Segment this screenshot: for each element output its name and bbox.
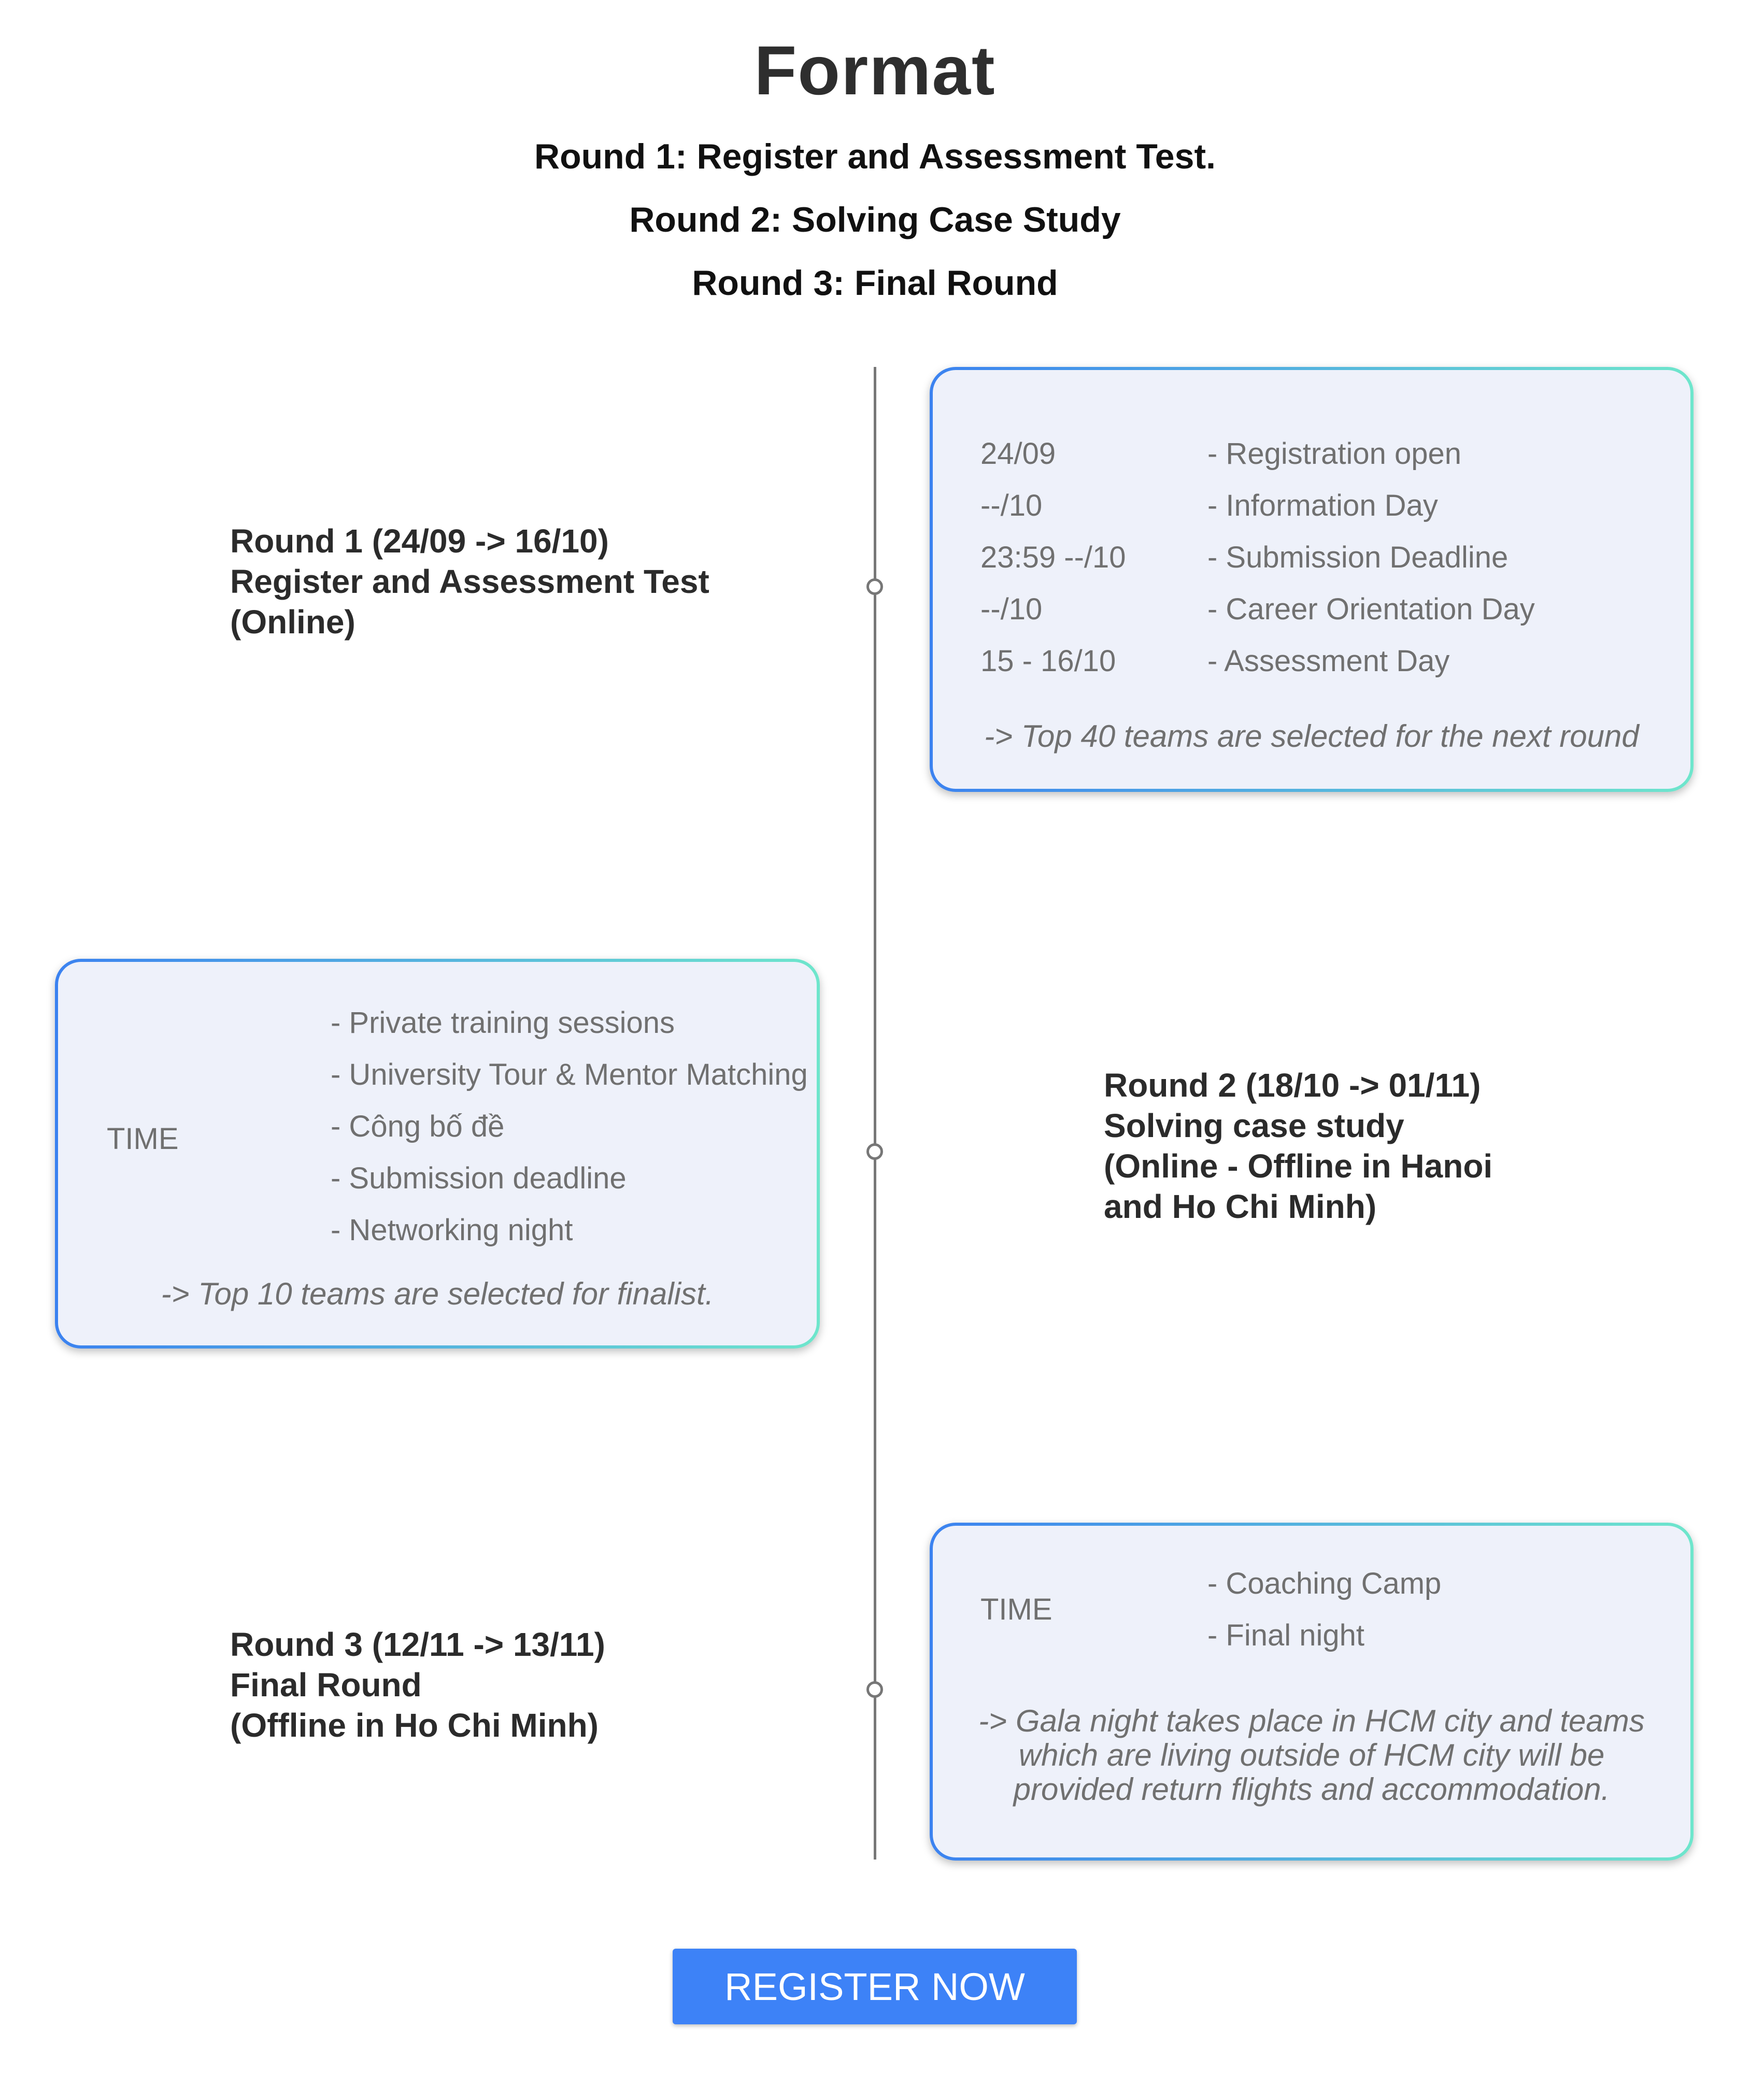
round2-heading-line: Solving case study — [1104, 1107, 1404, 1144]
round3-note-line: -> Gala night takes place in HCM city and teams — [978, 1704, 1645, 1738]
round2-heading-line: (Online - Offline in Hanoi — [1104, 1147, 1493, 1185]
round1-heading-line: (Online) — [230, 603, 355, 641]
round3-heading-line: Final Round — [230, 1666, 422, 1704]
round2-heading-line: Round 2 (18/10 -> 01/11) — [1104, 1067, 1481, 1104]
round3-heading-line: (Offline in Ho Chi Minh) — [230, 1707, 599, 1744]
summary-round-2: Round 2: Solving Case Study — [629, 200, 1121, 239]
schedule-event: - Private training sessions — [331, 1006, 675, 1040]
round3-heading-line: Round 3 (12/11 -> 13/11) — [230, 1626, 605, 1663]
schedule-date: --/10 — [980, 592, 1043, 626]
timeline-dot-round-2 — [866, 1143, 883, 1160]
schedule-date: --/10 — [980, 489, 1043, 522]
round2-heading-line: and Ho Chi Minh) — [1104, 1188, 1377, 1225]
schedule-event: - Submission deadline — [331, 1161, 627, 1195]
timeline-dot-round-1 — [866, 578, 883, 595]
time-label: TIME — [980, 1593, 1052, 1626]
schedule-event: - Submission Deadline — [1207, 541, 1509, 574]
time-label: TIME — [107, 1122, 179, 1156]
round3-heading — [230, 1624, 605, 1746]
round1-heading-line: Register and Assessment Test — [230, 563, 709, 600]
timeline-dot-round-3 — [866, 1681, 883, 1698]
schedule-event: - Information Day — [1207, 489, 1438, 522]
round1-heading-line: Round 1 (24/09 -> 16/10) — [230, 522, 609, 560]
round1-schedule-card — [930, 367, 1694, 792]
schedule-event: - Networking night — [331, 1213, 573, 1247]
schedule-event: - Coaching Camp — [1207, 1567, 1442, 1600]
schedule-date: 23:59 --/10 — [980, 541, 1126, 574]
schedule-event: - Career Orientation Day — [1207, 592, 1535, 626]
round3-note — [933, 1704, 1690, 1807]
round3-note-line: provided return flights and accommodation. — [1013, 1772, 1610, 1807]
round2-note: -> Top 10 teams are selected for finalist. — [161, 1276, 714, 1311]
round2-schedule-card — [55, 959, 820, 1349]
schedule-event: - Assessment Day — [1207, 644, 1450, 678]
summary-round-1: Round 1: Register and Assessment Test. — [534, 137, 1216, 176]
schedule-event: - University Tour & Mentor Matching — [331, 1058, 808, 1091]
register-now-button[interactable]: REGISTER NOW — [673, 1949, 1077, 2024]
schedule-event: - Công bố đề — [331, 1110, 505, 1143]
summary-round-3: Round 3: Final Round — [692, 263, 1058, 303]
page-title: Format — [754, 32, 996, 109]
schedule-event: - Registration open — [1207, 437, 1462, 471]
schedule-date: 24/09 — [980, 437, 1056, 471]
round1-heading — [230, 521, 709, 642]
round2-heading — [1104, 1065, 1492, 1227]
schedule-event: - Final night — [1207, 1619, 1365, 1652]
schedule-date: 15 - 16/10 — [980, 644, 1116, 678]
round3-schedule-card — [930, 1523, 1694, 1861]
round3-note-line: which are living outside of HCM city will be — [1018, 1738, 1605, 1772]
round1-note: -> Top 40 teams are selected for the next round — [984, 719, 1639, 754]
